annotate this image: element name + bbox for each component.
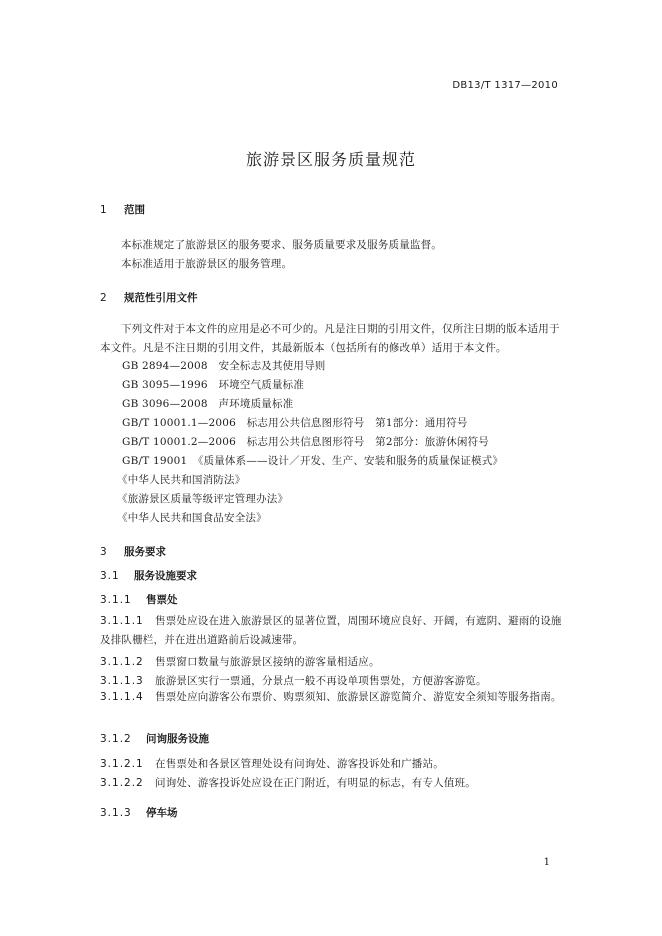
clause-text: 售票处应设在进入旅游景区的显著位置，周围环境应良好、开阔，有遮阴、避雨的设施及排队栅栏，并在进出道路前后设减速带。 (100, 615, 562, 646)
section-number: 3.1.1 (100, 594, 132, 606)
clause-number: 3.1.1.1 (100, 615, 144, 627)
clause-text: 售票窗口数量与旅游景区接纳的游客量相适应。 (155, 656, 380, 668)
section-title: 规范性引用文件 (124, 292, 198, 304)
section-title: 范围 (124, 204, 145, 216)
reference-item: GB/T 10001.1—2006 标志用公共信息图形符号 第1部分：通用符号 (122, 417, 468, 429)
clause-text: 售票处应向游客公布票价、购票须知、旅游景区游览简介、游览安全须知等服务指南。 (155, 691, 562, 703)
reference-item: GB 3096—2008 声环境质量标准 (122, 398, 294, 410)
section-1-heading (100, 202, 145, 217)
reference-item: 《旅游景区质量等级评定管理办法》 (117, 493, 289, 505)
section-title: 停车场 (146, 807, 178, 819)
section-title: 售票处 (146, 594, 178, 606)
clause-number: 3.1.2.2 (100, 777, 144, 789)
clause-number: 3.1.1.3 (100, 675, 144, 687)
reference-item: GB/T 19001 《质量体系——设计／开发、生产、安装和服务的质量保证模式》 (122, 455, 504, 467)
document-title: 旅游景区服务质量规范 (245, 150, 416, 169)
section-title: 问询服务设施 (146, 733, 209, 745)
paragraph: 本标准适用于旅游景区的服务管理。 (121, 258, 293, 270)
section-3-1-3-heading (100, 805, 178, 820)
reference-item: 《中华人民共和国消防法》 (117, 474, 246, 486)
standard-number: DB13/T 1317—2010 (452, 80, 558, 91)
section-2-heading (100, 290, 198, 305)
clause-3-1-1-4 (100, 688, 562, 707)
clause-number: 3.1.1.4 (100, 691, 144, 703)
clause-number: 3.1.2.1 (100, 758, 144, 770)
clause-text: 旅游景区实行一票通，分景点一般不再设单项售票处，方便游客游览。 (155, 675, 487, 687)
page-number: 1 (543, 857, 550, 868)
section-3-heading (100, 544, 166, 559)
section-3-1-heading (100, 568, 197, 583)
clause-number: 3.1.1.2 (100, 656, 144, 668)
section-title: 服务要求 (124, 546, 166, 558)
paragraph: 下列文件对于本文件的应用是必不可少的。凡是注日期的引用文件，仅所注日期的版本适用于本文件。凡是不注日期的引用文件，其最新版本（包括所有的修改单）适用于本文件。 (100, 323, 560, 354)
paragraph: 本标准规定了旅游景区的服务要求、服务质量要求及服务质量监督。 (121, 239, 442, 251)
clause-3-1-1-1 (100, 612, 562, 650)
section-number: 1 (100, 204, 108, 216)
clause-3-1-1-3 (100, 673, 487, 688)
section-number: 2 (100, 292, 108, 304)
reference-item: GB 2894—2008 安全标志及其使用导则 (122, 360, 326, 372)
reference-item: GB/T 10001.2—2006 标志用公共信息图形符号 第2部分：旅游休闲符号 (122, 436, 490, 448)
section-3-1-2-heading (100, 731, 209, 746)
section-3-1-1-heading (100, 592, 178, 607)
section-number: 3.1.2 (100, 733, 132, 745)
reference-item: GB 3095—1996 环境空气质量标准 (122, 379, 305, 391)
section-number: 3.1.3 (100, 807, 132, 819)
clause-text: 问询处、游客投诉处应设在正门附近，有明显的标志，有专人值班。 (155, 777, 476, 789)
section-number: 3.1 (100, 570, 120, 582)
clause-3-1-2-2 (100, 775, 476, 790)
clause-3-1-1-2 (100, 654, 380, 669)
section-title: 服务设施要求 (134, 570, 197, 582)
reference-item: 《中华人民共和国食品安全法》 (117, 512, 267, 524)
clause-text: 在售票处和各景区管理处设有问询处、游客投诉处和广播站。 (155, 758, 444, 770)
clause-3-1-2-1 (100, 756, 444, 771)
section-number: 3 (100, 546, 108, 558)
